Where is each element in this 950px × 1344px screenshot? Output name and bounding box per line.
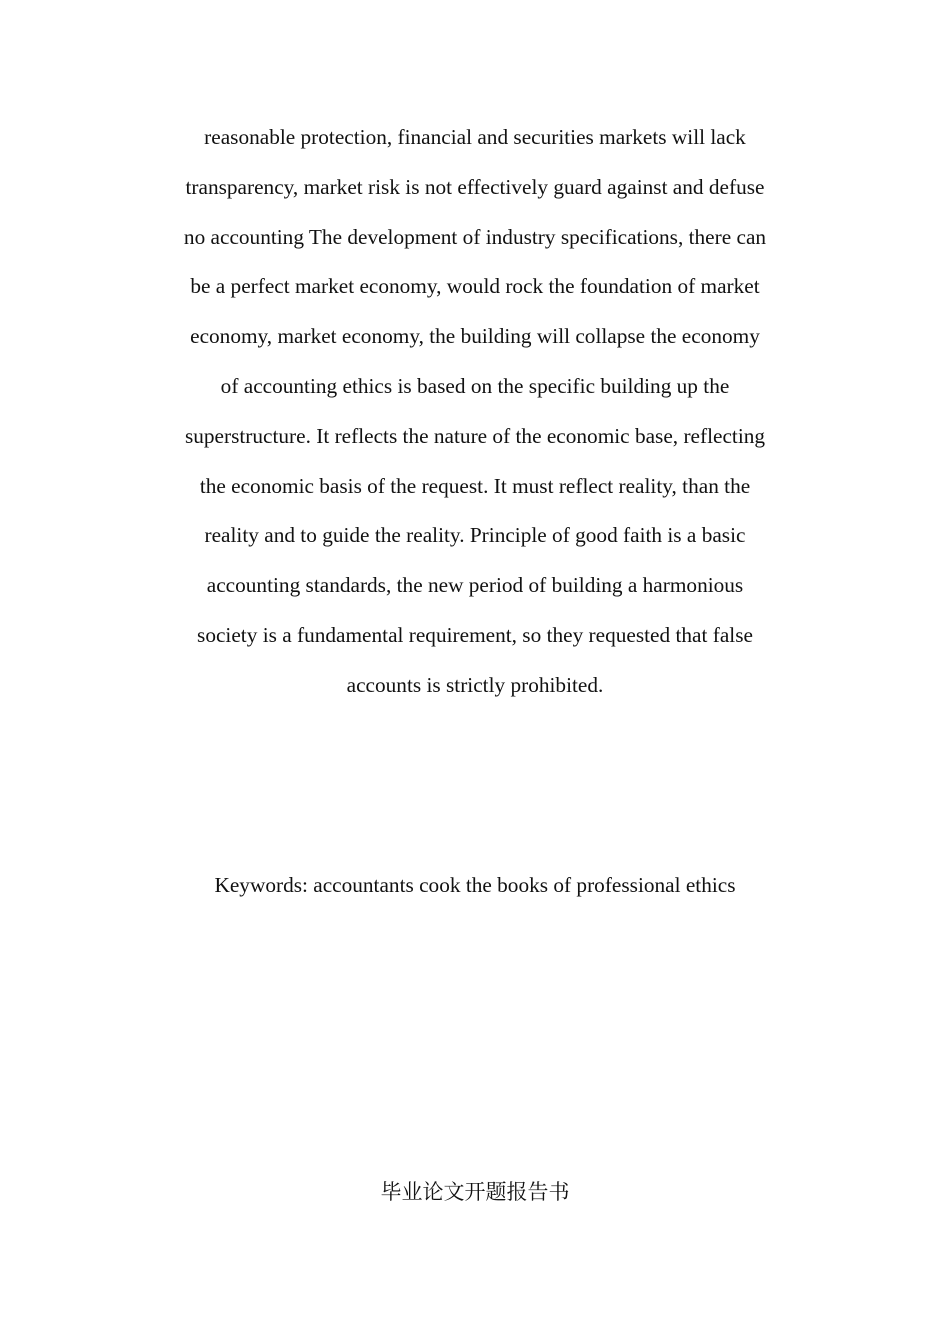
- abstract-line: transparency, market risk is not effectively guard against and defuse: [185, 174, 765, 199]
- thesis-proposal-title: 毕业论文开题报告书: [380, 1180, 570, 1204]
- abstract-line: society is a fundamental requirement, so they requested that false: [197, 622, 753, 647]
- abstract-line: economy, market economy, the building will collapse the economy: [190, 324, 760, 349]
- abstract-line: reality and to guide the reality. Principle of good faith is a basic: [204, 523, 746, 548]
- abstract-line: be a perfect market economy, would rock the foundation of market: [190, 274, 760, 299]
- abstract-paragraph: [140, 113, 810, 711]
- abstract-line: the economic basis of the request. It must reflect reality, than the: [199, 473, 751, 498]
- abstract-line: no accounting The development of industry specifications, there can: [183, 224, 767, 249]
- keywords-line: Keywords: accountants cook the books of professional ethics: [214, 873, 736, 897]
- abstract-line: superstructure. It reflects the nature of the economic base, reflecting: [184, 423, 766, 448]
- abstract-line: accounts is strictly prohibited.: [346, 672, 604, 697]
- abstract-line: accounting standards, the new period of building a harmonious: [206, 573, 744, 598]
- abstract-line: reasonable protection, financial and securities markets will lack: [204, 125, 746, 149]
- abstract-line: of accounting ethics is based on the specific building up the: [220, 373, 730, 398]
